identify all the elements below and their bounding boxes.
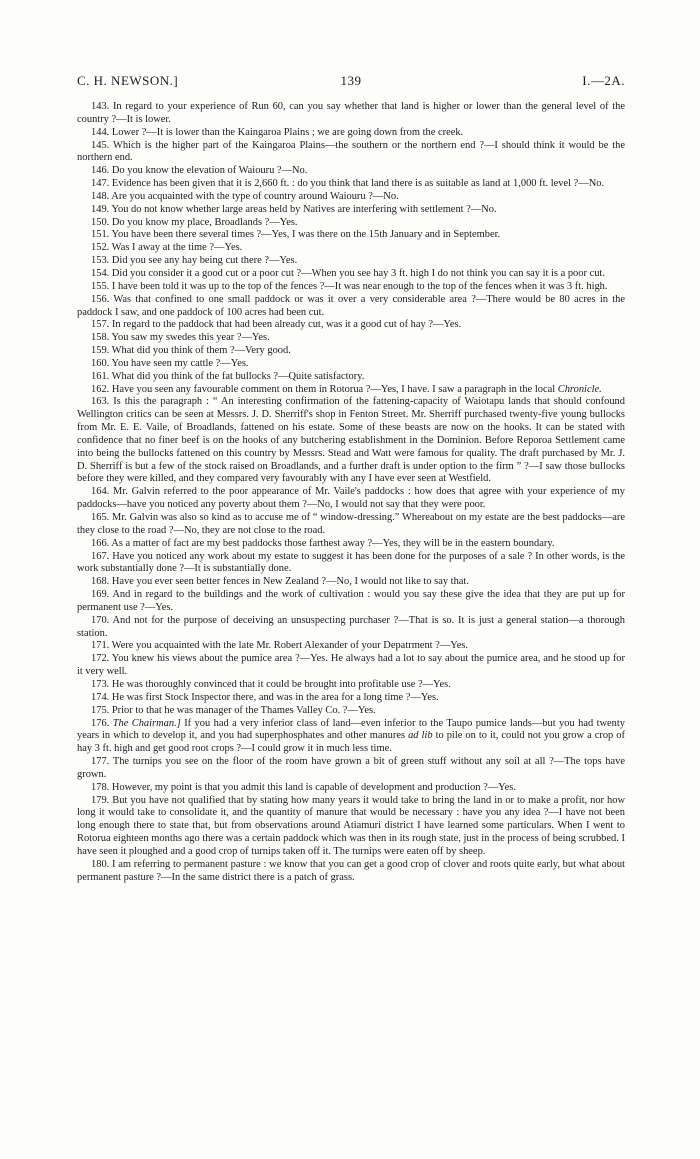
paragraph-169: 169. And in regard to the buildings and the work of cultivation : would you say these give the idea that they are put up for permanent use ?—Yes. (77, 589, 625, 613)
paragraph-156: 156. Was that confined to one small paddock or was it over a very considerable area ?—There would be 80 acres in the paddock I saw, and one paddock of 100 acres had been cut. (77, 293, 625, 318)
paragraph-174: 174. He was first Stock Inspector there, and was in the area for a long time ?—Yes. (91, 691, 439, 703)
paragraph-176-text-b: to pile on to it, could not you grow a crop of hay 3 ft. high and get good root crops ?—I could grow it in much less time. (77, 730, 625, 755)
header-paper-code: I.—2A. (582, 73, 625, 88)
paragraph-158: 158. You saw my swedes this year ?—Yes. (91, 332, 270, 344)
paragraph-179: 179. But you have not qualified that by stating how many years it would take to bring the land in or to make a profit, nor how long it would take to consolidate it, and the quantity of manure that would be necessary : have you any idea ?—I have not been long enough there to state that, but from observations around Atiamuri district I have learned some particulars. When I went to Rotorua eighteen months ago there was a certain paddock which was then in its rough state, just in the process of being scrubbed. I have seen it ploughed and a good crop of turnips taken off it. The turnips were eaten off by sheep. (77, 794, 625, 857)
paragraph-148: 148. Are you acquainted with the type of country around Waiouru ?—No. (91, 190, 399, 202)
paragraph-151: 151. You have been there several times ?—Yes, I was there on the 15th January and in September. (91, 229, 501, 241)
paragraph-152: 152. Was I away at the time ?—Yes. (91, 242, 243, 254)
paragraph-144: 144. Lower ?—It is lower than the Kaingaroa Plains ; we are going down from the creek. (91, 126, 464, 138)
paragraph-168: 168. Have you ever seen better fences in New Zealand ?—No, I would not like to say that. (91, 576, 469, 588)
paragraph-172: 172. You knew his views about the pumice area ?—Yes. He always had a lot to say about the pumice area, and he stood up for it very well. (77, 653, 625, 678)
paragraph-153: 153. Did you see any hay being cut there ?—Yes. (91, 255, 298, 267)
paragraph-162-text: 162. Have you seen any favourable comment on them in Rotorua ?—Yes, I have. I saw a paragraph in the local (91, 383, 556, 395)
paragraph-165: 165. Mr. Galvin was also so kind as to accuse me of “ window-dressing.” Whereabout on my estate are the best paddocks—are they close to the road ?—No, they are not close to the road. (77, 512, 625, 536)
paragraph-170: 170. And not for the purpose of deceiving an unsuspecting purchaser ?—That is so. It is just a general station—a thorough station. (77, 614, 625, 639)
paragraph-163: 163. Is this the paragraph : “ An interesting confirmation of the fattening-capacity of Waiotapu lands that should confound Wellington critics can be seen at Messrs. J. D. Sherriff's shop in Fenton Street. Mr. Sherriff purchased twenty-five young bullocks from Mr. E. E. Vaile, of Broadlands, fattened on his estate. Some of these beasts are now on the hooks. It can be stated with confidence that no finer beef is on the hooks of any butchering establishment in the Dominion. Before Reporoa Settlement came into being the bullocks fattened on this country by Messrs. Stead and Watt were famous for quality. The draft purchased by Mr. J. D. Sherriff is but a few of the stock raised on Broadlands, and a further draft is under option to the firm ” ?—I saw those bullocks before they were killed, and they compared very favourably with any I have ever seen at Westfield. (77, 396, 625, 485)
page-number: 139 (340, 73, 362, 88)
page-header (77, 73, 625, 93)
paragraph-147: 147. Evidence has been given that it is 2,660 ft. : do you think that land there is as suitable as land at 1,000 ft. level ?—No. (91, 178, 605, 190)
paragraph-162 (77, 384, 625, 397)
paragraph-176-number: 176. (91, 717, 110, 729)
paragraph-176-text-a: If you had a very inferior class of land—even inferior to the Taupo pumice lands—but you had twenty years in which to develop it, and you had superphosphates and other manures (77, 717, 626, 742)
paragraph-167: 167. Have you noticed any work about my estate to suggest it has been done for the purposes of a sale ? In other words, is the work substantially done ?—It is substantially done. (77, 550, 625, 575)
header-author: C. H. NEWSON.] (77, 73, 179, 88)
latin-phrase: ad lib (408, 730, 433, 742)
paragraph-171: 171. Were you acquainted with the late Mr. Robert Alexander of your Depatrment ?—Yes. (91, 640, 469, 652)
paragraph-149: 149. You do not know whether large areas held by Natives are interfering with settlement ?—No. (91, 203, 497, 215)
speaker-chairman: The Chairman.] (112, 717, 181, 729)
paragraph-164: 164. Mr. Galvin referred to the poor appearance of Mr. Vaile's paddocks : how does that agree with your experience of my paddocks—have you noticed any poverty about them ?—No, I would not say that they were poor. (77, 486, 625, 511)
paragraph-173: 173. He was thoroughly convinced that it could be brought into profitable use ?—Yes. (91, 678, 451, 690)
testimony-body (77, 101, 625, 884)
paragraph-166: 166. As a matter of fact are my best paddocks those farthest away ?—Yes, they will be in the eastern boundary. (91, 537, 555, 549)
paragraph-157: 157. In regard to the paddock that had been already cut, was it a good cut of hay ?—Yes. (91, 319, 462, 331)
paragraph-180: 180. I am referring to permanent pasture : we know that you can get a good crop of clover and roots quite early, but what about permanent pasture ?—In the same district there is a patch of grass. (77, 858, 625, 883)
paragraph-154: 154. Did you consider it a good cut or a poor cut ?—When you see hay 3 ft. high I do not think you can say it is a poor cut. (91, 267, 605, 279)
newspaper-title: Chronicle. (557, 383, 602, 395)
paragraph-145: 145. Which is the higher part of the Kaingaroa Plains—the southern or the northern end ?—I should think it would be the northern end. (77, 139, 625, 164)
paragraph-146: 146. Do you know the elevation of Waiouru ?—No. (91, 165, 308, 177)
paragraph-175: 175. Prior to that he was manager of the Thames Valley Co. ?—Yes. (91, 704, 376, 716)
paragraph-143: 143. In regard to your experience of Run 60, can you say whether that land is higher or lower than the general level of the country ?—It is lower. (77, 101, 625, 125)
paragraph-177: 177. The turnips you see on the floor of the room have grown a bit of green stuff without any soil at all ?—The tops have grown. (77, 756, 625, 780)
paragraph-150: 150. Do you know my place, Broadlands ?—Yes. (91, 216, 298, 228)
paragraph-160: 160. You have seen my cattle ?—Yes. (91, 357, 249, 369)
paragraph-161: 161. What did you think of the fat bullocks ?—Quite satisfactory. (91, 370, 365, 382)
paragraph-178: 178. However, my point is that you admit this land is capable of development and production ?—Yes. (91, 781, 516, 793)
paragraph-176 (77, 718, 625, 757)
paragraph-159: 159. What did you think of them ?—Very good. (91, 345, 291, 357)
paragraph-155: 155. I have been told it was up to the top of the fences ?—It was near enough to the top of the fences when it was 3 ft. high. (91, 280, 608, 292)
